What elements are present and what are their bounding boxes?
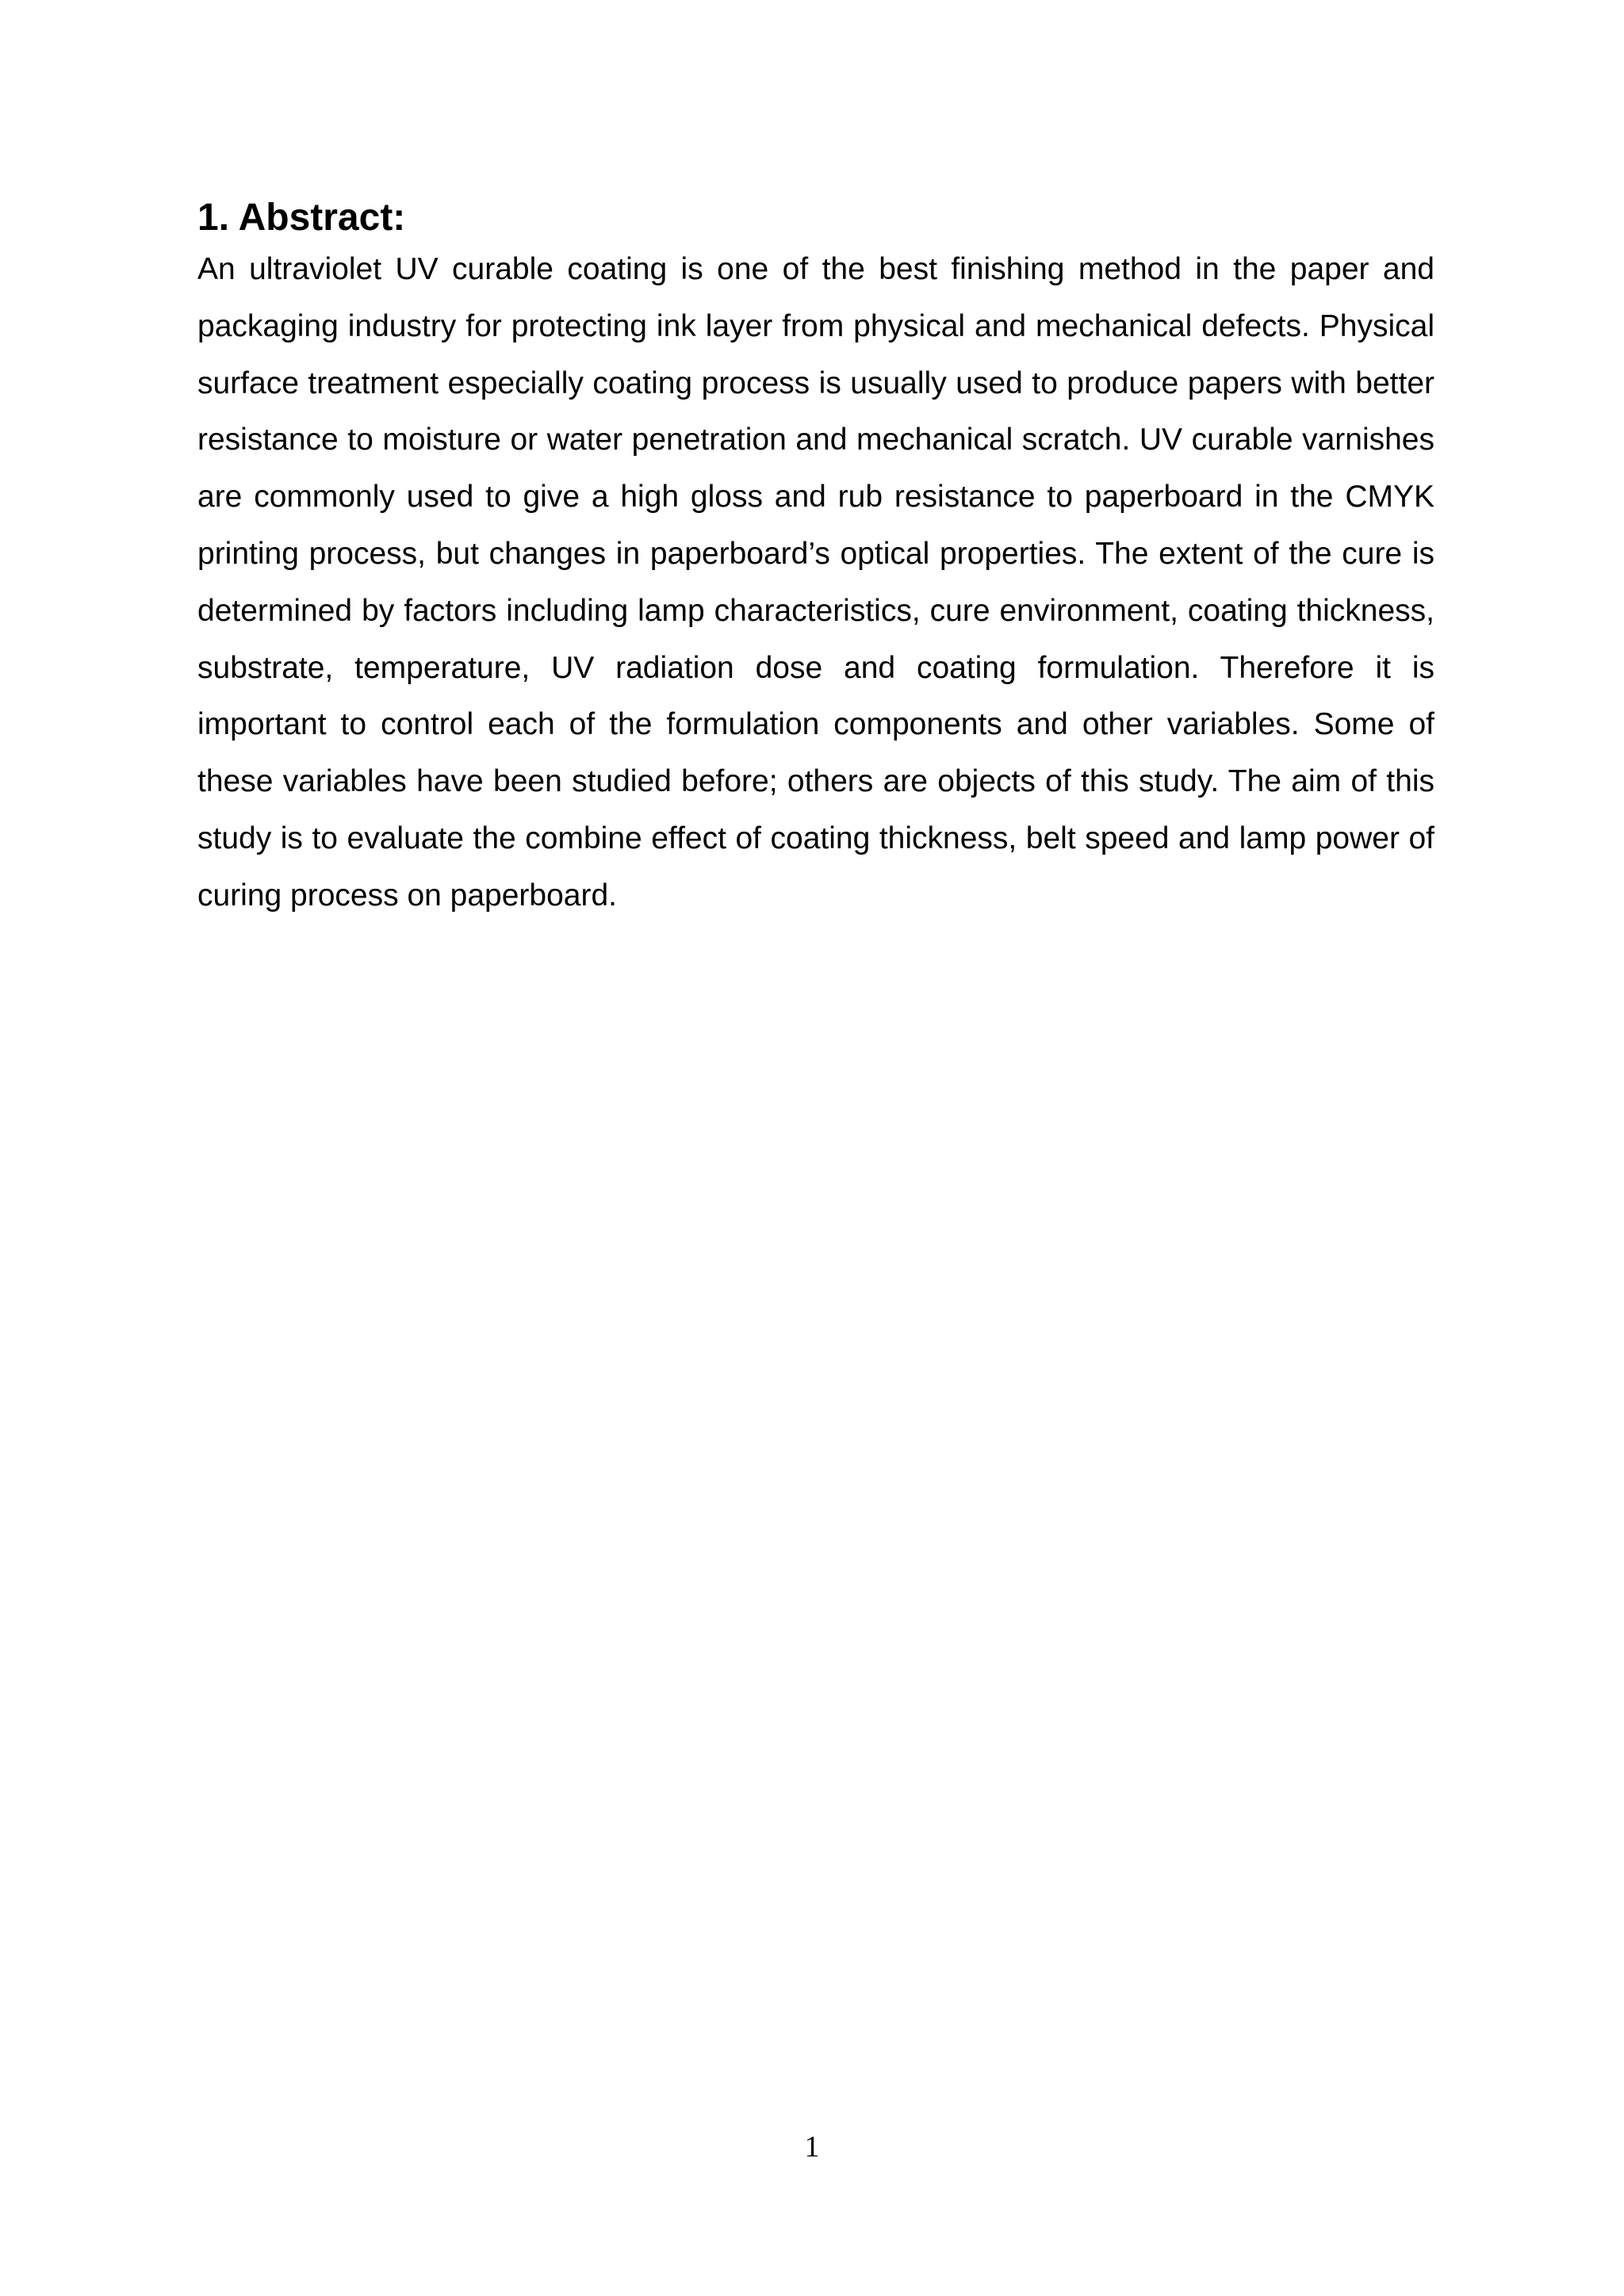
- page-number: 1: [804, 2130, 820, 2164]
- abstract-paragraph: An ultraviolet UV curable coating is one of the best finishing method in the paper and packaging industry for protecting ink layer from physical and mechanical defects. Physical surface treatment especially coating process is usually used to produce papers with better resistance to moisture or water penetration and mechanical scratch. UV curable varnishes are commonly used to give a high gloss and rub resistance to paperboard in the CMYK printing process, but changes in paperboard’s optical properties. The extent of the cure is determined by factors including lamp characteristics, cure environment, coating thickness, substrate, temperature, UV radiation dose and coating formulation. Therefore it is important to control each of the formulation components and other variables. Some of these variables have been studied before; others are objects of this study. The aim of this study is to evaluate the combine effect of coating thickness, belt speed and lamp power of curing process on paperboard.: [197, 252, 1434, 913]
- abstract-section: [197, 195, 1434, 924]
- section-heading: 1. Abstract:: [197, 197, 406, 239]
